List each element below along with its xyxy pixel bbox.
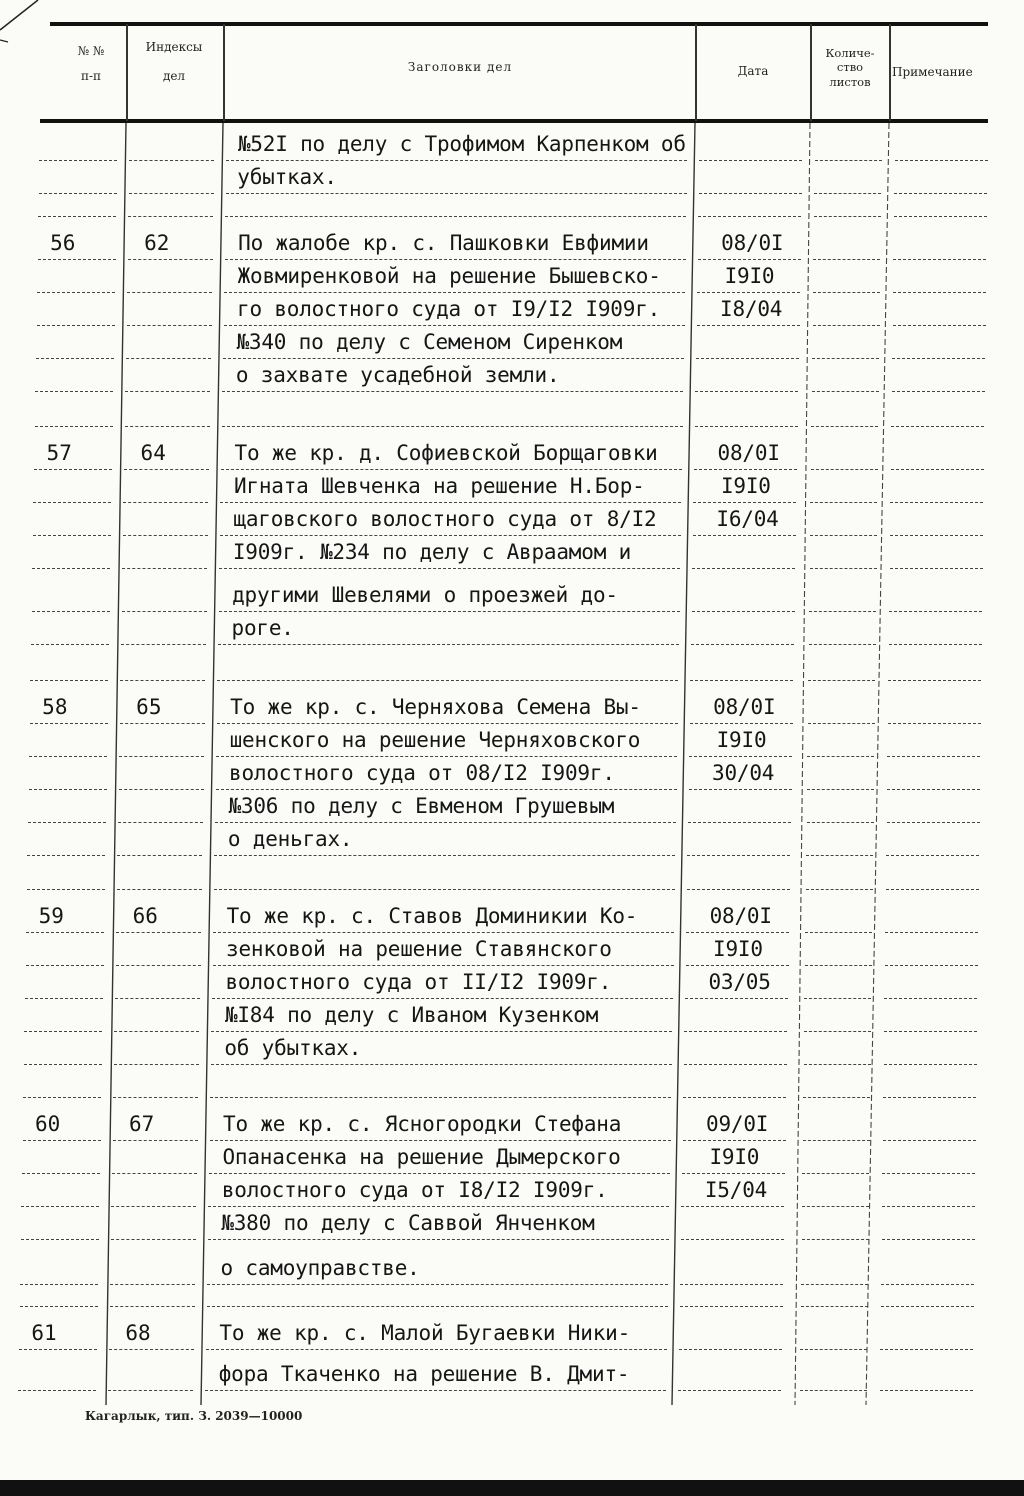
record-title-line: №306 по делу с Евменом Грушевым (228, 794, 615, 818)
ruled-line (810, 568, 877, 569)
ruled-line (694, 469, 797, 470)
ruled-line (692, 568, 795, 569)
ruled-line (127, 325, 212, 326)
header-col-number-label: № № (77, 44, 105, 58)
ruled-line (894, 193, 987, 194)
ruled-line (812, 358, 879, 359)
ruled-line (26, 965, 104, 966)
ruled-line (811, 426, 878, 427)
ruled-line (119, 789, 204, 790)
ruled-line (885, 965, 978, 966)
record-date: I6/04 (716, 507, 779, 531)
ruled-line (112, 1173, 197, 1174)
ruled-line (804, 998, 871, 999)
ruled-line (28, 822, 106, 823)
ruled-line (35, 426, 113, 427)
record-title-line: №340 по делу с Семеном Сиренком (236, 330, 623, 354)
ruled-line (687, 855, 790, 856)
ruled-line (882, 1239, 975, 1240)
ruled-line (884, 1031, 977, 1032)
record-index: 64 (140, 441, 166, 465)
ruled-line (881, 1306, 974, 1307)
ruled-line (114, 1031, 199, 1032)
ruled-line (125, 426, 210, 427)
record-index: 65 (136, 695, 162, 719)
ruled-line (686, 965, 789, 966)
record-index: 68 (125, 1321, 151, 1345)
ruled-line (220, 502, 681, 503)
ruled-line (690, 680, 793, 681)
ruled-line (814, 216, 881, 217)
ruled-line (697, 325, 800, 326)
ruled-line (683, 1140, 786, 1141)
ruled-line (890, 535, 983, 536)
ruled-line (687, 889, 790, 890)
ruled-line (691, 644, 794, 645)
ruled-line (118, 822, 203, 823)
record-title-line: №I84 по делу с Иваном Кузенком (224, 1003, 599, 1027)
ruled-line (893, 259, 986, 260)
record-title-line: щаговского волостного суда от 8/I2 (233, 507, 657, 531)
record-date: I5/04 (704, 1178, 768, 1202)
record-date: 03/05 (708, 970, 771, 994)
ruled-line (20, 1306, 98, 1307)
ruled-line (802, 1206, 869, 1207)
ruled-line (894, 216, 987, 217)
record-title-line: другими Шевелями о проезжей до- (232, 583, 618, 607)
record-date: 08/0I (709, 904, 772, 928)
ruled-line (218, 644, 679, 645)
ruled-line (108, 1390, 193, 1391)
ruled-line (21, 1206, 99, 1207)
ruled-line (686, 932, 789, 933)
record-title-line: I909г. №234 по делу с Авраамом и (232, 540, 632, 564)
ruled-line (892, 391, 985, 392)
ruled-line (891, 469, 984, 470)
ruled-line (39, 160, 117, 161)
ruled-line (880, 1390, 973, 1391)
record-title-line: То же кр. с. Ставов Доминикии Ко- (226, 904, 638, 928)
ruled-line (893, 325, 986, 326)
ruled-line (209, 1173, 670, 1174)
ruled-line (689, 789, 792, 790)
record-number: 57 (46, 441, 72, 465)
record-title-line: Игната Шевченка на решение Н.Бор- (233, 474, 645, 498)
ruled-line (690, 723, 793, 724)
ruled-line (30, 723, 108, 724)
ruled-line (882, 1173, 975, 1174)
ruled-line (127, 292, 212, 293)
ruled-line (39, 193, 117, 194)
ruled-line (808, 723, 875, 724)
ruled-line (24, 1031, 102, 1032)
ruled-line (810, 535, 877, 536)
ruled-line (221, 469, 682, 470)
ruled-line (680, 1284, 783, 1285)
ruled-line (32, 568, 110, 569)
ruled-line (802, 1239, 869, 1240)
record-number: 59 (38, 904, 64, 928)
ruled-line (889, 611, 982, 612)
ruled-line (32, 611, 110, 612)
ruled-line (25, 998, 103, 999)
ruled-line (225, 216, 686, 217)
ruled-line (128, 216, 213, 217)
ruled-line (697, 292, 800, 293)
ruled-line (128, 259, 213, 260)
ruled-line (809, 611, 876, 612)
ruled-line (693, 535, 796, 536)
record-title-line: Жовмиренковой на решение Бышевско- (237, 264, 661, 288)
record-date: 08/0I (713, 695, 776, 719)
record-date: I9I0 (724, 264, 775, 288)
ruled-line (206, 1349, 667, 1350)
ruled-line (800, 1349, 867, 1350)
ruled-line (111, 1206, 196, 1207)
ruled-line (806, 889, 873, 890)
ruled-line (812, 391, 879, 392)
ruled-line (111, 1239, 196, 1240)
ruled-line (117, 855, 202, 856)
record-title-line: фора Ткаченко на решение В. Дмит- (218, 1362, 630, 1386)
ruled-line (680, 1306, 783, 1307)
ruled-line (892, 358, 985, 359)
record-title-line: волостного суда от 08/I2 I909г. (229, 761, 615, 785)
record-index: 67 (129, 1112, 155, 1136)
record-title-line: По жалобе кр. с. Пашковки Евфимии (238, 231, 649, 255)
ruled-line (888, 680, 981, 681)
ruled-line (214, 855, 675, 856)
ruled-line (695, 426, 798, 427)
ruled-line (29, 789, 107, 790)
record-title-line: Опанасенка на решение Дымерского (222, 1145, 621, 1169)
record-title-line: волостного суда от II/I2 I909г. (225, 970, 612, 994)
ruled-line (33, 535, 111, 536)
ruled-line (815, 160, 882, 161)
ruled-line (117, 889, 202, 890)
record-index: 62 (144, 231, 170, 255)
ruled-line (887, 789, 980, 790)
record-date: I9I0 (716, 728, 767, 752)
ruled-line (220, 535, 681, 536)
ruled-line (115, 998, 200, 999)
ruled-line (685, 998, 788, 999)
header-col-number-sub: п-п (80, 69, 102, 83)
record-title-line: То же кр. с. Ясногородки Стефана (223, 1112, 622, 1136)
ruled-line (109, 1349, 194, 1350)
ruled-line (214, 889, 675, 890)
ruled-line (219, 611, 680, 612)
ruled-line (683, 1097, 786, 1098)
ruled-line (113, 1097, 198, 1098)
ruled-line (890, 568, 983, 569)
ruled-line (213, 965, 674, 966)
ruled-line (692, 611, 795, 612)
record-index: 66 (132, 904, 158, 928)
ruled-line (891, 426, 984, 427)
record-date: 08/0I (717, 441, 780, 465)
ruled-line (208, 1239, 669, 1240)
ruled-line (804, 1031, 871, 1032)
ruled-line (208, 1206, 669, 1207)
ruled-line (119, 756, 204, 757)
ruled-line (224, 292, 685, 293)
ruled-line (688, 822, 791, 823)
ruled-line (800, 1390, 867, 1391)
ruled-line (27, 889, 105, 890)
ruled-line (27, 855, 105, 856)
ruled-line (807, 822, 874, 823)
record-number: 60 (35, 1112, 61, 1136)
ruled-line (22, 1173, 100, 1174)
ruled-line (34, 469, 112, 470)
ruled-line (805, 932, 872, 933)
ruled-line (893, 292, 986, 293)
ruled-line (125, 391, 210, 392)
ruled-line (885, 932, 978, 933)
ruled-line (24, 1064, 102, 1065)
ruled-line (698, 216, 801, 217)
header-col-date: Дата (737, 64, 769, 78)
record-title-line: зенковой на решение Ставянского (226, 937, 612, 961)
record-title-line: роге. (231, 616, 294, 640)
ruled-line (807, 756, 874, 757)
ruled-line (681, 1206, 784, 1207)
ruled-line (886, 855, 979, 856)
ruled-line (37, 325, 115, 326)
ruled-line (37, 292, 115, 293)
ruled-line (216, 789, 677, 790)
ruled-line (219, 568, 680, 569)
ruled-line (213, 932, 674, 933)
ruled-line (30, 680, 108, 681)
ruled-line (38, 216, 116, 217)
record-title-line: го волостного суда от I9/I2 I909г. (237, 297, 661, 321)
ruled-line (226, 160, 687, 161)
ruled-line (803, 1140, 870, 1141)
ruled-line (124, 469, 209, 470)
ruled-line (889, 644, 982, 645)
ruled-line (21, 1239, 99, 1240)
ruled-line (122, 568, 207, 569)
ruled-line (212, 998, 673, 999)
ruled-line (883, 1140, 976, 1141)
ruled-line (123, 535, 208, 536)
ruled-line (217, 723, 678, 724)
ruled-line (807, 789, 874, 790)
ruled-line (804, 1064, 871, 1065)
record-number: 56 (50, 231, 76, 255)
ruled-line (813, 292, 880, 293)
ruled-line (888, 723, 981, 724)
ruled-line (803, 1097, 870, 1098)
record-date: I9I0 (709, 1145, 760, 1169)
record-date: I8/04 (720, 297, 783, 321)
header-col-count-line2: ство (836, 60, 864, 75)
ruled-line (211, 1031, 672, 1032)
ruled-line (211, 1064, 672, 1065)
record-title-line: №380 по делу с Саввой Янченком (221, 1211, 595, 1235)
ruled-line (222, 426, 683, 427)
ruled-line (122, 611, 207, 612)
ruled-line (895, 160, 988, 161)
record-title-line: о деньгах. (227, 827, 353, 851)
record-title-line: То же кр. д. Софиевской Борщаговки (234, 441, 658, 465)
header-col-title: Заголовки дел (407, 60, 513, 74)
ruled-line (223, 358, 684, 359)
ruled-line (215, 822, 676, 823)
ruled-line (696, 358, 799, 359)
ruled-line (129, 193, 214, 194)
ruled-line (20, 1284, 98, 1285)
ruled-line (814, 193, 881, 194)
ruled-line (699, 160, 802, 161)
ruled-line (205, 1390, 666, 1391)
record-date: 30/04 (712, 761, 775, 785)
record-title-line: об убытках. (224, 1036, 362, 1060)
ruled-line (222, 391, 683, 392)
ruled-line (698, 259, 801, 260)
ruled-line (693, 502, 796, 503)
ruled-line (26, 932, 104, 933)
ruled-line (813, 259, 880, 260)
record-date: 09/0I (706, 1112, 769, 1136)
ruled-line (679, 1349, 782, 1350)
record-number: 58 (42, 695, 68, 719)
header-col-count-line1: Количе- (825, 46, 875, 60)
ruled-line (225, 259, 686, 260)
ruled-line (36, 358, 114, 359)
ruled-line (682, 1173, 785, 1174)
ruled-line (884, 998, 977, 999)
ruled-line (801, 1284, 868, 1285)
header-col-note: Примечание (892, 65, 973, 79)
ruled-line (29, 756, 107, 757)
ruled-line (887, 756, 980, 757)
ruled-line (689, 756, 792, 757)
header-col-index-sub: дел (162, 69, 186, 83)
ruled-line (813, 325, 880, 326)
ruled-line (113, 1140, 198, 1141)
scan-bottom-edge (0, 1480, 1024, 1496)
ruled-line (695, 391, 798, 392)
carry-line: №52I по делу с Трофимом Карпенком об (237, 132, 686, 156)
ruled-line (120, 723, 205, 724)
print-footer: Кагарлык, тип. З. 2039—10000 (85, 1409, 303, 1423)
ruled-line (883, 1097, 976, 1098)
ruled-line (802, 1173, 869, 1174)
record-date: 08/0I (721, 231, 784, 255)
ruled-line (207, 1284, 668, 1285)
record-title-line: волостного суда от I8/I2 I909г. (221, 1178, 608, 1202)
ruled-line (887, 822, 980, 823)
ruled-line (811, 469, 878, 470)
ruled-line (699, 193, 802, 194)
ruled-line (110, 1306, 195, 1307)
ruled-line (210, 1140, 671, 1141)
ruled-line (31, 644, 109, 645)
ruled-line (882, 1206, 975, 1207)
ruled-line (116, 932, 201, 933)
record-title-line: То же кр. с. Малой Бугаевки Ники- (219, 1321, 631, 1345)
header-col-count-line3: листов (829, 74, 871, 89)
ruled-line (121, 644, 206, 645)
ruled-line (207, 1306, 668, 1307)
ruled-line (224, 325, 685, 326)
ruled-line (123, 502, 208, 503)
ruled-line (890, 502, 983, 503)
ruled-line (23, 1140, 101, 1141)
ruled-line (33, 502, 111, 503)
ruled-line (806, 855, 873, 856)
ruled-line (210, 1097, 671, 1098)
record-title-line: шенского на решение Черняховского (229, 728, 641, 752)
ruled-line (886, 889, 979, 890)
ruled-line (809, 644, 876, 645)
record-title-line: о захвате усадебной земли. (235, 363, 560, 387)
ruled-line (684, 1064, 787, 1065)
ruled-line (110, 1284, 195, 1285)
ruled-line (216, 756, 677, 757)
ruled-line (114, 1064, 199, 1065)
ruled-line (805, 965, 872, 966)
ruled-line (38, 259, 116, 260)
ruled-line (808, 680, 875, 681)
ruled-line (116, 965, 201, 966)
ruled-line (23, 1097, 101, 1098)
ruled-line (226, 193, 687, 194)
ruled-line (881, 1284, 974, 1285)
record-title-line: о самоуправстве. (220, 1256, 420, 1280)
ruled-line (129, 160, 214, 161)
record-title-line: То же кр. с. Черняхова Семена Вы- (230, 695, 641, 719)
ruled-line (35, 391, 113, 392)
record-number: 61 (31, 1321, 57, 1345)
carry-line: убытках. (237, 165, 337, 189)
ruled-line (880, 1349, 973, 1350)
ruled-line (801, 1306, 868, 1307)
header-col-index-label: Индексы (145, 40, 203, 54)
ruled-line (684, 1031, 787, 1032)
ruled-line (884, 1064, 977, 1065)
ruled-line (678, 1390, 781, 1391)
ruled-line (19, 1349, 97, 1350)
ruled-line (810, 502, 877, 503)
record-date: I9I0 (720, 474, 771, 498)
ruled-line (120, 680, 205, 681)
ruled-line (18, 1390, 96, 1391)
record-date: I9I0 (713, 937, 763, 961)
ruled-line (681, 1239, 784, 1240)
ruled-line (217, 680, 678, 681)
ruled-line (126, 358, 211, 359)
